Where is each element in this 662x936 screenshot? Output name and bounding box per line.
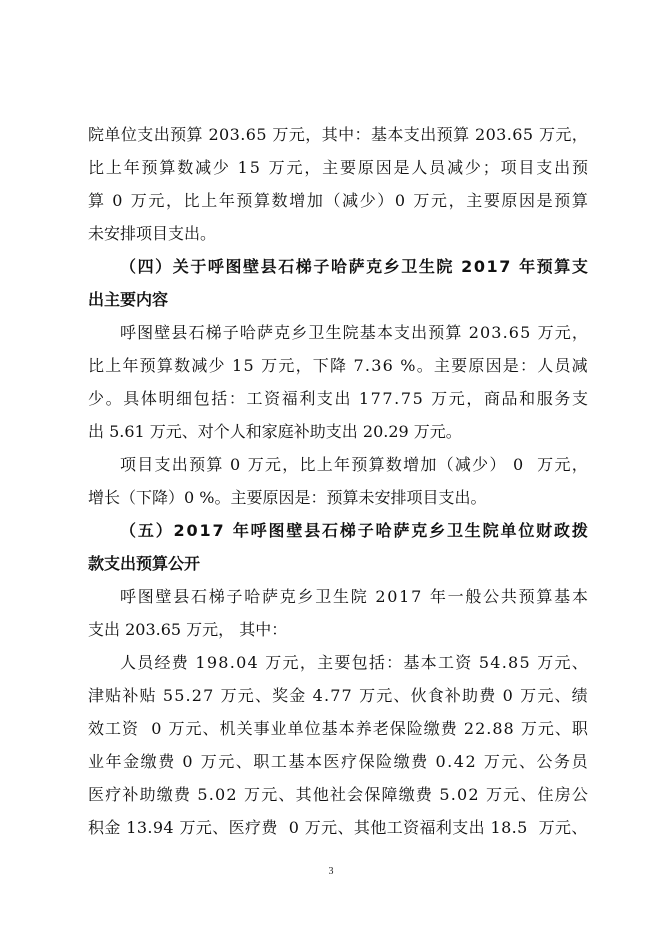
section-heading-line: 出主要内容 — [88, 290, 169, 309]
paragraph-line: 人 员 经 费 1 9 8 . 0 4 万 元 ， 主 要 包 括 ： 基 本 工 资 5 4 . 8 5 万 元 、 — [120, 653, 588, 672]
paragraph-line: 少 。 具 体 明 细 包 括 ： 工 资 福 利 支 出 1 7 7 . 7 5 万 元 ， 商 品 和 服 务 支 — [88, 389, 588, 408]
paragraph-line: 呼 图 壁 县 石 梯 子 哈 萨 克 乡 卫 生 院 基 本 支 出 预 算 2 0 3 . 6 5 万 元 ， — [120, 323, 588, 342]
paragraph-line: 积 金 1 3 . 9 4 万 元 、 医 疗 费 0 万 元 、 其 他 工 资 福 利 支 出 1 8 . 5 万 元 、 — [88, 818, 588, 837]
paragraph-line: 业 年 金 缴 费 0 万 元 、 职 工 基 本 医 疗 保 险 缴 费 0 . 4 2 万 元 、 公 务 员 — [88, 752, 588, 771]
paragraph-line: 效 工 资 0 万 元 、 机 关 事 业 单 位 基 本 养 老 保 险 缴 费 2 2 . 8 8 万 元 、 职 — [88, 719, 588, 738]
section-heading-line: 款支出预算公开 — [88, 554, 201, 573]
paragraph-line: 院 单 位 支 出 预 算 2 0 3 . 6 5 万 元 ， 其 中 ： 基 本 支 出 预 算 2 0 3 . 6 5 万 元 ， — [88, 125, 588, 144]
paragraph-line: 津 贴 补 贴 5 5 . 2 7 万 元 、 奖 金 4 . 7 7 万 元 、 伙 食 补 助 费 0 万 元 、 绩 — [88, 686, 588, 705]
section-heading-line: （ 五 ） 2 0 1 7 年 呼 图 壁 县 石 梯 子 哈 萨 克 乡 卫 生 院 单 位 财 政 拨 — [120, 521, 588, 540]
paragraph-line: 比 上 年 预 算 数 减 少 1 5 万 元 ， 下 降 7 . 3 6 % 。 主 要 原 因 是 ： 人 员 减 — [88, 356, 588, 375]
paragraph-line: 增长（下降）0 %。主要原因是：预算未安排项目支出。 — [88, 488, 487, 507]
paragraph-line: 出 5.61 万元、对个人和家庭补助支出 20.29 万元。 — [88, 422, 462, 441]
section-heading-line: （ 四 ） 关 于 呼 图 壁 县 石 梯 子 哈 萨 克 乡 卫 生 院 2 0 1 7 年 预 算 支 — [120, 257, 588, 276]
paragraph-line: 呼 图 壁 县 石 梯 子 哈 萨 克 乡 卫 生 院 2 0 1 7 年 一 般 公 共 预 算 基 本 — [120, 587, 588, 606]
document-body — [88, 118, 588, 844]
paragraph-line: 比 上 年 预 算 数 减 少 1 5 万 元 ， 主 要 原 因 是 人 员 减 少 ； 项 目 支 出 预 — [88, 158, 588, 177]
paragraph-line: 医 疗 补 助 缴 费 5 . 0 2 万 元 、 其 他 社 会 保 障 缴 费 5 . 0 2 万 元 、 住 房 公 — [88, 785, 588, 804]
page-number: 3 — [328, 866, 334, 877]
paragraph-line: 支出 203.65 万元， 其中： — [88, 620, 288, 639]
paragraph-line: 项 目 支 出 预 算 0 万 元 ， 比 上 年 预 算 数 增 加 （ 减 少 ） 0 万 元 ， — [120, 455, 588, 474]
paragraph-line: 算 0 万 元 ， 比 上 年 预 算 数 增 加 （ 减 少 ） 0 万 元 ， 主 要 原 因 是 预 算 — [88, 191, 588, 210]
paragraph-line: 未安排项目支出。 — [88, 224, 217, 243]
